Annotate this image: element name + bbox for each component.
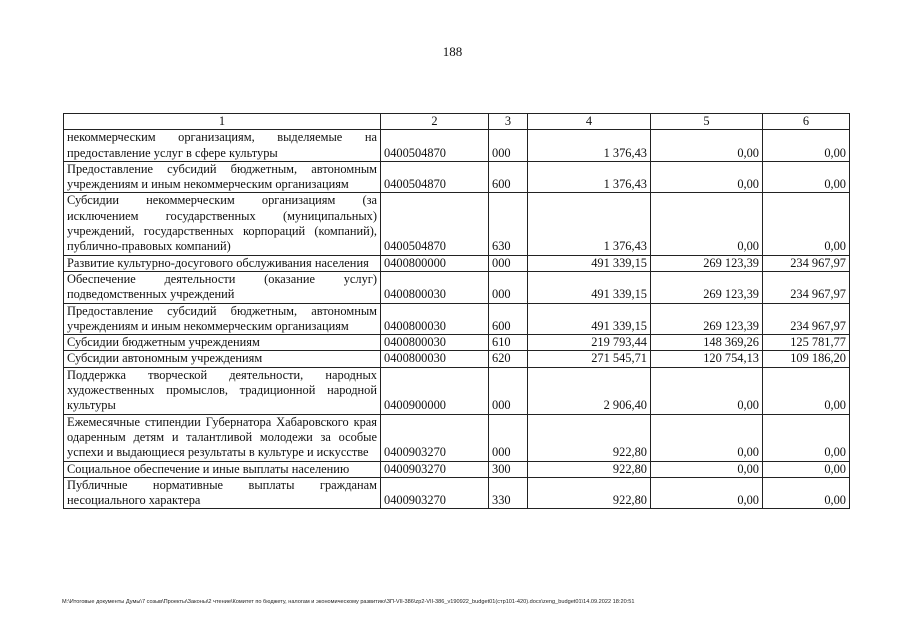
- table-row: [64, 477, 850, 509]
- column-header: 3: [489, 114, 528, 130]
- amount-cell: 234 967,97: [763, 271, 850, 303]
- amount-cell: 109 186,20: [763, 351, 850, 367]
- amount-cell: 0,00: [651, 477, 763, 509]
- amount-cell: 0,00: [763, 130, 850, 162]
- amount-cell: 2 906,40: [528, 367, 651, 414]
- amount-cell: 0,00: [651, 414, 763, 461]
- target-code-cell: 0400504870: [381, 130, 489, 162]
- target-code-cell: 0400800030: [381, 303, 489, 335]
- amount-cell: 0,00: [651, 161, 763, 193]
- target-code-cell: 0400504870: [381, 161, 489, 193]
- column-header: 5: [651, 114, 763, 130]
- target-code-cell: 0400800030: [381, 335, 489, 351]
- expense-type-cell: 000: [489, 130, 528, 162]
- amount-cell: 0,00: [763, 367, 850, 414]
- row-name-cell: Субсидии автономным учреждениям: [64, 351, 381, 367]
- expense-type-cell: 610: [489, 335, 528, 351]
- target-code-cell: 0400800030: [381, 351, 489, 367]
- amount-cell: 0,00: [651, 130, 763, 162]
- expense-type-cell: 300: [489, 461, 528, 477]
- row-name-cell: Субсидии бюджетным учреждениям: [64, 335, 381, 351]
- table-row: [64, 255, 850, 271]
- row-name-cell: Предоставление субсидий бюджетным, автономным учреждениям и иным некоммерческим организациям: [64, 161, 381, 193]
- amount-cell: 1 376,43: [528, 161, 651, 193]
- amount-cell: 234 967,97: [763, 255, 850, 271]
- table-row: [64, 335, 850, 351]
- table-row: [64, 271, 850, 303]
- column-header: 4: [528, 114, 651, 130]
- amount-cell: 0,00: [651, 193, 763, 255]
- table-row: [64, 367, 850, 414]
- row-name-cell: Социальное обеспечение и иные выплаты населению: [64, 461, 381, 477]
- amount-cell: 0,00: [763, 414, 850, 461]
- amount-cell: 269 123,39: [651, 271, 763, 303]
- expense-type-cell: 000: [489, 367, 528, 414]
- target-code-cell: 0400903270: [381, 414, 489, 461]
- amount-cell: 0,00: [651, 461, 763, 477]
- table-row: [64, 161, 850, 193]
- amount-cell: 219 793,44: [528, 335, 651, 351]
- table-row: [64, 414, 850, 461]
- expense-type-cell: 600: [489, 161, 528, 193]
- amount-cell: 0,00: [763, 461, 850, 477]
- target-code-cell: 0400800000: [381, 255, 489, 271]
- amount-cell: 269 123,39: [651, 303, 763, 335]
- target-code-cell: 0400504870: [381, 193, 489, 255]
- amount-cell: 120 754,13: [651, 351, 763, 367]
- expense-type-cell: 000: [489, 255, 528, 271]
- expense-type-cell: 330: [489, 477, 528, 509]
- amount-cell: 1 376,43: [528, 130, 651, 162]
- row-name-cell: Публичные нормативные выплаты гражданам несоциального характера: [64, 477, 381, 509]
- expense-type-cell: 620: [489, 351, 528, 367]
- row-name-cell: Развитие культурно-досугового обслуживания населения: [64, 255, 381, 271]
- amount-cell: 234 967,97: [763, 303, 850, 335]
- amount-cell: 0,00: [763, 193, 850, 255]
- column-header: 1: [64, 114, 381, 130]
- target-code-cell: 0400800030: [381, 271, 489, 303]
- amount-cell: 1 376,43: [528, 193, 651, 255]
- target-code-cell: 0400900000: [381, 367, 489, 414]
- amount-cell: 491 339,15: [528, 303, 651, 335]
- amount-cell: 125 781,77: [763, 335, 850, 351]
- expense-type-cell: 600: [489, 303, 528, 335]
- row-name-cell: Обеспечение деятельности (оказание услуг) подведомственных учреждений: [64, 271, 381, 303]
- amount-cell: 491 339,15: [528, 271, 651, 303]
- file-path-footer: M:\Итоговые документы Думы\7 созыв\Проекты\Законы\2 чтение\Комитет по бюджету, налогам и экономическому развитию\ЗП-VII-386\zp2-VII-386_v190922_budget01(стр101-420).docx\zeng_budget01\14.09.2022 18:20:51: [62, 599, 635, 605]
- amount-cell: 922,80: [528, 461, 651, 477]
- target-code-cell: 0400903270: [381, 461, 489, 477]
- amount-cell: 491 339,15: [528, 255, 651, 271]
- amount-cell: 269 123,39: [651, 255, 763, 271]
- row-name-cell: Ежемесячные стипендии Губернатора Хабаровского края одаренным детям и талантливой молодежи за особые успехи и выдающиеся результаты в культуре и искусстве: [64, 414, 381, 461]
- table-row: [64, 351, 850, 367]
- row-name-cell: Поддержка творческой деятельности, народных художественных промыслов, традиционной народной культуры: [64, 367, 381, 414]
- page-number: 188: [442, 44, 463, 59]
- expense-type-cell: 000: [489, 271, 528, 303]
- row-name-cell: Субсидии некоммерческим организациям (за исключением государственных (муниципальных) учреждений, государственных корпораций (компаний), публично-правовых компаний): [64, 193, 381, 255]
- amount-cell: 922,80: [528, 414, 651, 461]
- table-row: [64, 193, 850, 255]
- table-row: [64, 461, 850, 477]
- amount-cell: 148 369,26: [651, 335, 763, 351]
- expense-type-cell: 630: [489, 193, 528, 255]
- expense-type-cell: 000: [489, 414, 528, 461]
- row-name-cell: некоммерческим организациям, выделяемые на предоставление услуг в сфере культуры: [64, 130, 381, 162]
- table-header-row: [64, 114, 850, 130]
- amount-cell: 0,00: [651, 367, 763, 414]
- amount-cell: 922,80: [528, 477, 651, 509]
- table-row: [64, 303, 850, 335]
- target-code-cell: 0400903270: [381, 477, 489, 509]
- table-row: [64, 130, 850, 162]
- row-name-cell: Предоставление субсидий бюджетным, автономным учреждениям и иным некоммерческим организациям: [64, 303, 381, 335]
- column-header: 6: [763, 114, 850, 130]
- budget-table: [63, 113, 850, 509]
- column-header: 2: [381, 114, 489, 130]
- amount-cell: 0,00: [763, 161, 850, 193]
- amount-cell: 0,00: [763, 477, 850, 509]
- amount-cell: 271 545,71: [528, 351, 651, 367]
